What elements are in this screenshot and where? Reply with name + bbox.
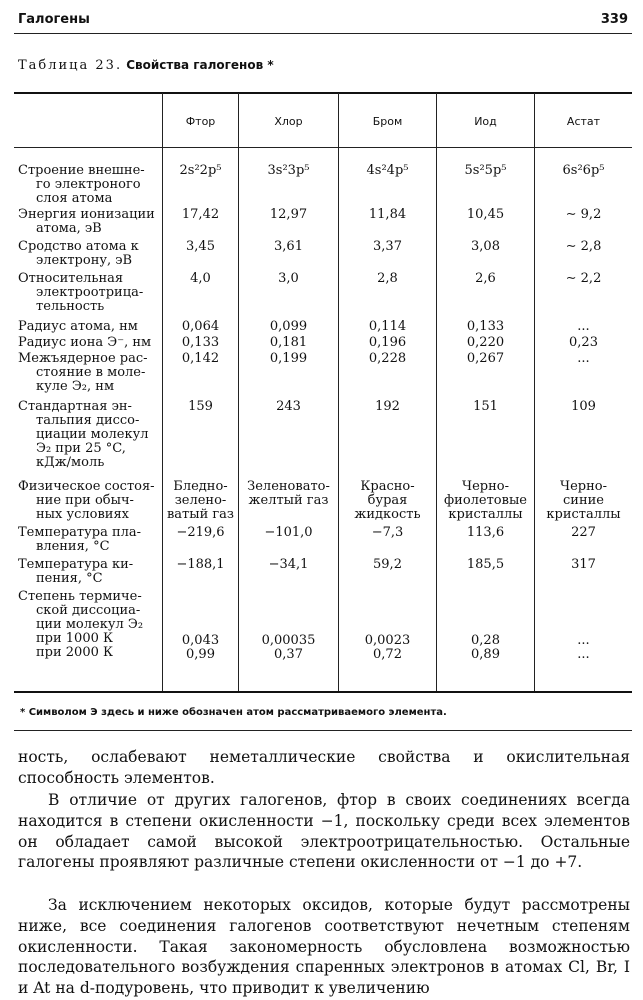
table-cell-line: 0,181 [269,335,308,350]
table-cell [239,526,338,540]
row-label-line: электроотрица- [36,285,144,300]
table-cell-line: Красно- [360,479,415,494]
table-cell [239,240,338,254]
table-cell-line: 3,45 [186,239,215,254]
page-number: 339 [600,12,628,27]
table-cell-line: 0,72 [373,647,402,662]
table-cell-line: 0,199 [269,351,308,366]
row-label [18,208,160,236]
table-cell-line: 5s²5p⁵ [464,163,507,178]
row-label-line: Относительная [18,271,124,286]
paragraph: За исключением некоторых оксидов, которые будут рассмотрены ниже, все соединения галогенов соответствуют нечетным степеням окисленности. Такая закономерность обусловлена возможностью последовательного возбуждения спаренных электронов в атомах Cl, Br, I и At на d-подуровень, что приводит к увеличению [18,896,630,998]
column-header-bromine: Бром [372,114,403,128]
table-cell-line: 0,99 [186,647,215,662]
table-cell-line: 227 [571,525,596,540]
table-cell-line: 0,23 [569,335,598,350]
table-cell-line: 3,37 [373,239,402,254]
row-label-line: при 1000 К [36,631,114,646]
row-label [18,336,160,350]
row-label-line: Температура пла- [18,525,142,540]
table-cell [535,558,632,572]
column-header-fluorine: Фтор [185,114,216,128]
row-label-line: го электроного [36,177,141,192]
table-cell [535,240,632,254]
table-cell-line: 0,196 [368,335,407,350]
table-number: Таблица 23. [18,58,123,73]
table-cell-line: 185,5 [466,557,505,572]
table-cell [339,240,436,254]
table-cell [339,400,436,414]
table-cell-line: 3s²3p⁵ [267,163,310,178]
table-cell-line: 3,0 [278,271,299,286]
table-cell-line: Зеленовато- [247,479,330,494]
table-cell-line: 113,6 [466,525,505,540]
table-cell [535,164,632,178]
table-cell [163,208,238,222]
table-cell [339,320,436,334]
row-label-line: ние при обыч- [36,493,134,508]
table-cell [339,480,436,522]
table-cell [535,634,632,662]
column-header-astatine: Астат [566,114,601,128]
row-label-line: куле Э₂, нм [36,379,115,394]
table-cell [437,336,534,350]
table-cell [339,526,436,540]
table-cell-line: 159 [188,399,213,414]
row-label [18,320,160,334]
table-cell [437,164,534,178]
table-cell-line: кристаллы [546,507,621,522]
row-label [18,480,160,522]
row-label-line: Энергия ионизации [18,207,155,222]
table-cell [239,272,338,286]
table-cell-line: ∼ 2,8 [565,239,602,254]
table-cell-line: 0,114 [368,319,407,334]
row-label-line: Радиус атома, нм [18,319,138,334]
table-cell-line: ... [577,633,590,648]
table-cell-line: ... [577,647,590,662]
table-cell-line: ... [577,319,590,334]
table-cell-line: 0,043 [181,633,220,648]
table-cell [163,558,238,572]
table-cell [437,208,534,222]
table-cell [163,352,238,366]
table-cell-line: 59,2 [373,557,402,572]
row-label-line: слоя атома [36,191,113,206]
table-cell-line: 11,84 [368,207,407,222]
table-cell-line: −7,3 [371,525,404,540]
table-cell-line: ... [577,351,590,366]
table-cell [163,320,238,334]
row-label-line: вления, °С [36,539,110,554]
table-cell-line: 17,42 [181,207,220,222]
row-label [18,526,160,554]
table-cell [339,558,436,572]
table-cell-line: 243 [276,399,301,414]
table-cell-line: 10,45 [466,207,505,222]
table-cell [239,164,338,178]
row-label-line: Физическое состоя- [18,479,155,494]
table-cell [437,526,534,540]
table-cell [163,336,238,350]
table-cell [437,558,534,572]
row-label-line: Э₂ при 25 °C, [36,441,126,456]
table-cell-line: 4s²4p⁵ [366,163,409,178]
table-cell [239,558,338,572]
table-cell [163,480,238,522]
table-cell [437,352,534,366]
row-label [18,164,160,206]
row-label-line: Строение внешне- [18,163,145,178]
section-title: Галогены [18,12,90,27]
table-cell [437,320,534,334]
row-label-line: атома, эВ [36,221,102,236]
table-cell-line: кристаллы [448,507,523,522]
table-cell [239,634,338,662]
table-cell [163,240,238,254]
row-label-line: циации молекул [36,427,149,442]
table-cell-line: бурая [367,493,408,508]
row-label-line: Сродство атома к [18,239,139,254]
row-label [18,272,160,314]
table-cell-line: Черно- [462,479,509,494]
row-label-line: при 2000 К [36,645,114,660]
table-cell-line: ∼ 2,2 [565,271,602,286]
table-cell-line: 0,064 [181,319,220,334]
table-cell-line: 0,28 [471,633,500,648]
table-cell [535,336,632,350]
table-cell [339,164,436,178]
table-cell-line: 0,142 [181,351,220,366]
table-cell [163,634,238,662]
table-cell-line: 0,133 [181,335,220,350]
row-label [18,558,160,586]
row-label-line: Температура ки- [18,557,134,572]
table-cell-line: −101,0 [264,525,313,540]
table-cell-line: 0,133 [466,319,505,334]
row-label-line: ных условиях [36,507,130,522]
table-cell [163,400,238,414]
table-cell [339,208,436,222]
table-cell-line: 0,0023 [364,633,411,648]
table-cell-line: жидкость [354,507,421,522]
table-cell [437,400,534,414]
table-cell [239,400,338,414]
table-cell [437,480,534,522]
table-cell [535,480,632,522]
table-cell-line: −219,6 [176,525,225,540]
row-label [18,240,160,268]
table-cell-line: 2,8 [377,271,398,286]
column-header-chlorine: Хлор [274,114,303,128]
row-label [18,352,160,394]
table-cell-line: ватый газ [166,507,235,522]
table-cell-line: 12,97 [269,207,308,222]
table-cell-line: −188,1 [176,557,225,572]
table-cell [535,352,632,366]
table-cell-line: 0,89 [471,647,500,662]
table-cell-line: 317 [571,557,596,572]
table-cell-line: Черно- [560,479,607,494]
row-label-line: Степень термиче- [18,589,142,604]
table-cell-line: 0,37 [274,647,303,662]
row-label-line: ции молекул Э₂ [36,617,144,632]
row-label-line: Стандартная эн- [18,399,132,414]
paragraph: В отличие от других галогенов, фтор в своих соединениях всегда находится в степени окисленности −1, поскольку среди всех элементов он обладает самой высокой электроотрицательностью. Остальные галогены проявляют различные степени окисленности от −1 до +7. [18,791,630,872]
table-cell [535,400,632,414]
row-label-line: пения, °С [36,571,103,586]
table-cell-line: синие [563,493,604,508]
table-cell [339,272,436,286]
table-cell [163,164,238,178]
table-cell-line: зелено- [174,493,227,508]
table-title: Свойства галогенов * [126,58,274,72]
table-cell [239,352,338,366]
table-cell [535,526,632,540]
row-label-line: тальпия диссо- [36,413,140,428]
table-cell-line: фиолетовые [444,493,527,508]
row-label [18,590,160,660]
table-cell-line: 109 [571,399,596,414]
table-cell-line: 192 [375,399,400,414]
table-cell-line: 0,228 [368,351,407,366]
table-cell [535,320,632,334]
table-cell [437,272,534,286]
row-label-line: кДж/моль [36,455,105,470]
table-cell [239,336,338,350]
table-cell-line: 4,0 [190,271,211,286]
row-label-line: Межъядерное рас- [18,351,148,366]
table-cell-line: 3,08 [471,239,500,254]
table-cell [339,352,436,366]
table-cell [163,526,238,540]
table-cell [163,272,238,286]
column-header-iodine: Иод [474,114,497,128]
table-cell [239,320,338,334]
table-cell-line: 2,6 [475,271,496,286]
row-label [18,400,160,470]
row-label-line: ской диссоциа- [36,603,141,618]
table-cell-line: Бледно- [173,479,228,494]
table-cell-line: 6s²6p⁵ [562,163,605,178]
table-cell-line: желтый газ [248,493,329,508]
row-label-line: стояние в моле- [36,365,146,380]
row-label-line: электрону, эВ [36,253,133,268]
paragraph: ность, ослабевают неметаллические свойства и окислительная способность элементов. [18,748,630,787]
table-cell-line: 0,220 [466,335,505,350]
table-cell [239,208,338,222]
table-cell [437,634,534,662]
table-cell-line: −34,1 [268,557,309,572]
table-cell-line: 151 [473,399,498,414]
table-cell [339,336,436,350]
table-cell [339,634,436,662]
row-label-line: Радиус иона Э⁻, нм [18,335,152,350]
table-cell-line: ∼ 9,2 [565,207,602,222]
table-cell [535,208,632,222]
table-cell [239,480,338,508]
table-cell-line: 0,267 [466,351,505,366]
table-cell [437,240,534,254]
table-cell-line: 3,61 [274,239,303,254]
table-cell-line: 0,099 [269,319,308,334]
row-label-line: тельность [36,299,105,314]
table-cell-line: 0,00035 [261,633,316,648]
table-cell-line: 2s²2p⁵ [179,163,222,178]
table-cell [535,272,632,286]
table-footnote: * Символом Э здесь и ниже обозначен атом рассматриваемого элемента. [20,707,447,718]
